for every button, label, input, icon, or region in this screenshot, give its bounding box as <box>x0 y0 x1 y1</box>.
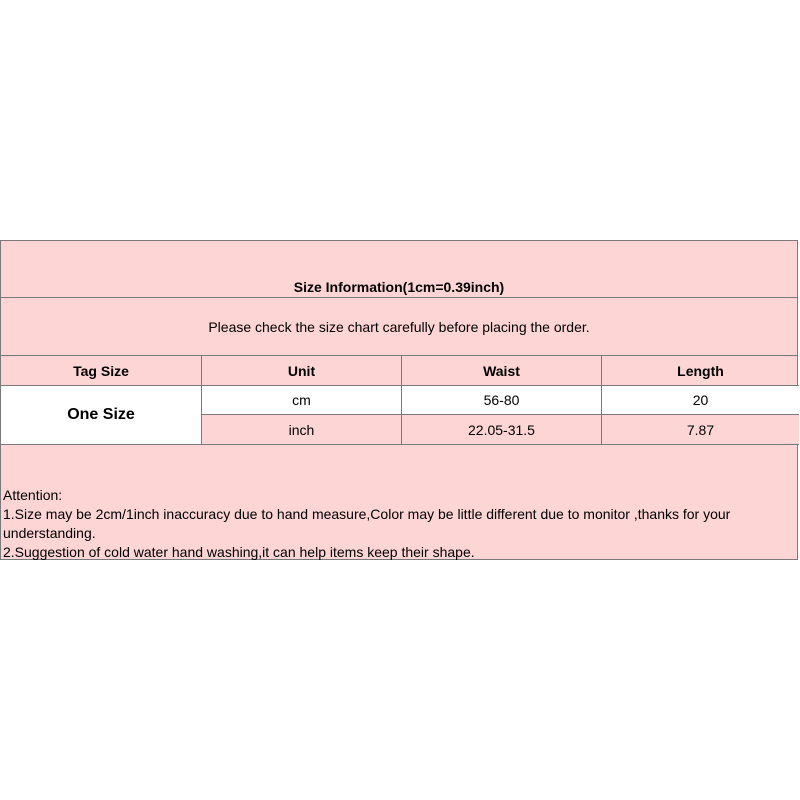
attention-line-1: 1.Size may be 2cm/1inch inaccuracy due to hand measure,Color may be little different due to monitor ,thanks for your understanding. <box>3 506 731 541</box>
header-tag-size: Tag Size <box>1 356 202 386</box>
size-chart-sheet <box>0 240 798 560</box>
length-cell-cm: 20 <box>602 386 799 415</box>
header-length: Length <box>602 356 799 386</box>
length-cell-inch: 7.87 <box>602 415 799 445</box>
tag-size-cell: One Size <box>1 386 202 445</box>
attention-notes <box>3 486 793 562</box>
waist-cell-inch: 22.05-31.5 <box>402 415 602 445</box>
unit-cell-cm: cm <box>202 386 402 415</box>
unit-cell-inch: inch <box>202 415 402 445</box>
header-unit: Unit <box>202 356 402 386</box>
size-info-title: Size Information(1cm=0.39inch) <box>1 241 797 298</box>
waist-cell-cm: 56-80 <box>402 386 602 415</box>
attention-line-2: 2.Suggestion of cold water hand washing,it can help items keep their shape. <box>3 544 475 560</box>
size-info-subtitle: Please check the size chart carefully before placing the order. <box>1 298 797 356</box>
size-table <box>1 356 797 445</box>
header-waist: Waist <box>402 356 602 386</box>
attention-heading: Attention: <box>3 487 63 503</box>
